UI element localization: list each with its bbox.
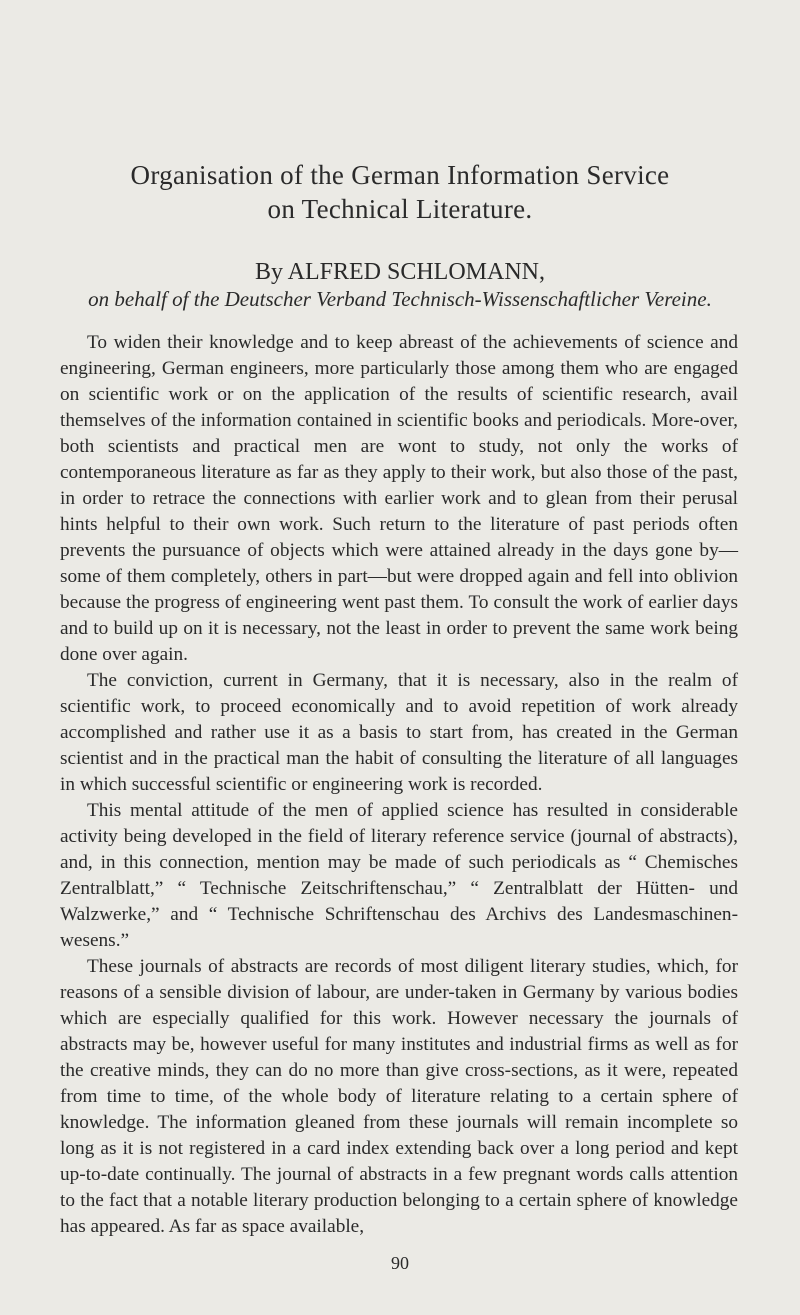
paragraph: The conviction, current in Germany, that it is necessary, also in the realm of scientific work, to proceed economically and to avoid repetition of work already accomplished and rather use it as a basis to start from, has created in the German scientist and in the practical man the habit of consulting the literature of all languages in which successful scientific or engineering work is recorded. <box>60 670 738 795</box>
affiliation-line: on behalf of the Deutscher Verband Technisch-Wissenschaftlicher Vereine. <box>88 287 712 311</box>
title-line-1: Organisation of the German Information Service <box>130 160 670 190</box>
paragraph: These journals of abstracts are records of most diligent literary studies, which, for reasons of a sensible division of labour, are under-taken in Germany by various bodies which are especially qualified for this work. However necessary the journals of abstracts may be, however useful for many institutes and industrial firms as well as for the creative minds, they can do no more than give cross-sections, as it were, repeated from time to time, of the whole body of literature relating to a certain sphere of knowledge. The information gleaned from these journals will remain incomplete so long as it is not registered in a card index extending back over a long period and kept up-to-date continually. The journal of abstracts in a few pregnant words calls attention to the fact that a notable literary production belonging to a certain sphere of knowledge has appeared. As far as space available, <box>60 956 738 1237</box>
article-body <box>60 330 738 1240</box>
page-number: 90 <box>391 1253 409 1273</box>
author-byline: By ALFRED SCHLOMANN, <box>254 259 546 285</box>
paragraph: To widen their knowledge and to keep abreast of the achievements of science and engineering, German engineers, more particularly those among them who are engaged on scientific work or on the application of the results of scientific research, avail themselves of the information contained in scientific books and periodicals. More-over, both scientists and practical men are wont to study, not only the works of contemporaneous literature as far as they apply to their work, but also those of the past, in order to retrace the connections with earlier work and to glean from their perusal hints helpful to their own work. Such return to the literature of past periods often prevents the pursuance of objects which were attained already in the days gone by—some of them completely, others in part—but were dropped again and fell into oblivion because the progress of engineering went past them. To consult the work of earlier days and to build up on it is necessary, not the least in order to prevent the same work being done over again. <box>60 332 738 665</box>
title-line-2: on Technical Literature. <box>267 194 533 224</box>
article-title <box>0 158 800 226</box>
paragraph: This mental attitude of the men of applied science has resulted in considerable activity being developed in the field of literary reference service (journal of abstracts), and, in this connection, mention may be made of such periodicals as “ Chemisches Zentralblatt,” “ Technische Zeitschriftenschau,” “ Zentralblatt der Hütten- und Walzwerke,” and “ Technische Schriftenschau des Archivs des Landesmaschinen-wesens.” <box>60 800 738 951</box>
